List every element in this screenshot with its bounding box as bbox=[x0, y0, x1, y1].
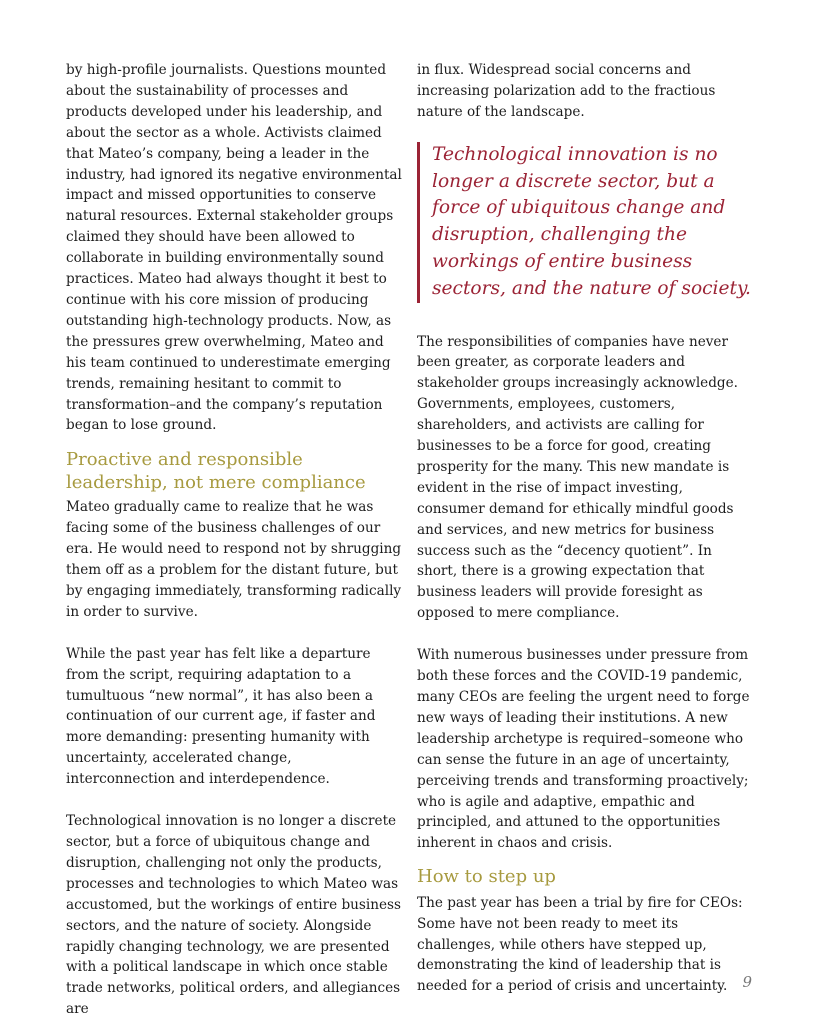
pull-quote-text: Technological innovation is no longer a discrete sector, but a force of ubiquitous change and disruption, challenging the workings of entire business sectors, and the nature of society. bbox=[432, 143, 751, 299]
page-number: 9 bbox=[742, 973, 752, 991]
body-paragraph: Technological innovation is no longer a discrete sector, but a force of ubiquitous change and disruption, challenging not only the products, processes and technologies to which Mateo was accustomed, but the workings of entire business sectors, and the nature of society. Alongside rapidly changing technology, we are presented with a political landscape in which once stable trade networks, political orders, and allegiances are bbox=[66, 813, 402, 1018]
body-paragraph: The past year has been a trial by fire for CEOs: Some have not been ready to meet its challenges, while others have stepped up, demonstrating the kind of leadership that is needed for a period of crisis and uncertainty. bbox=[417, 894, 743, 995]
pull-quote bbox=[417, 142, 753, 303]
body-paragraph: While the past year has felt like a departure from the script, requiring adaptation to a tumultuous “new normal”, it has also been a continuation of our current age, if faster and more demanding: presenting humanity with uncertainty, accelerated change, interconnection and interdependence. bbox=[66, 645, 376, 788]
body-paragraph: Mateo gradually came to realize that he was facing some of the business challenges of our era. He would need to respond not by shrugging them off as a problem for the distant future, but by engaging immediately, transforming radically in order to survive. bbox=[66, 499, 402, 620]
left-column bbox=[66, 60, 402, 1020]
body-paragraph: With numerous businesses under pressure from both these forces and the COVID-19 pandemic, many CEOs are feeling the urgent need to forge new ways of leading their institutions. A new leadership archetype is required–someone who can sense the future in an age of uncertainty, perceiving trends and transforming proactively; who is agile and adaptive, empathic and principled, and attuned to the opportunities inherent in chaos and crisis. bbox=[417, 647, 750, 852]
body-paragraph: in flux. Widespread social concerns and increasing polarization add to the fractious nature of the landscape. bbox=[417, 62, 716, 120]
body-paragraph: by high-profile journalists. Questions mounted about the sustainability of processes and products developed under his leadership, and about the sector as a whole. Activists claimed that Mateo’s company, being a leader in the industry, had ignored its negative environmental impact and missed opportunities to conserve natural resources. External stakeholder groups claimed they should have been allowed to collaborate in building environmentally sound practices. Mateo had always thought it best to continue with his core mission of producing outstanding high-technology products. Now, as the pressures grew overwhelming, Mateo and his team continued to underestimate emerging trends, remaining hesitant to commit to transformation–and the company’s reputation began to lose ground. bbox=[66, 62, 402, 434]
section-heading-how-to-step-up: How to step up bbox=[417, 866, 556, 888]
body-paragraph: The responsibilities of companies have never been greater, as corporate leaders and stakeholder groups increasingly acknowledge. Governments, employees, customers, shareholders, and activists are calling for businesses to be a force for good, creating prosperity for the many. This new mandate is evident in the rise of impact investing, consumer demand for ethically mindful goods and services, and new metrics for business success such as the “decency quotient”. In short, there is a growing expectation that business leaders will provide foresight as opposed to mere compliance. bbox=[417, 333, 738, 622]
right-column bbox=[417, 60, 753, 997]
section-heading-proactive-leadership: Proactive and responsible leadership, not mere compliance bbox=[66, 449, 366, 493]
